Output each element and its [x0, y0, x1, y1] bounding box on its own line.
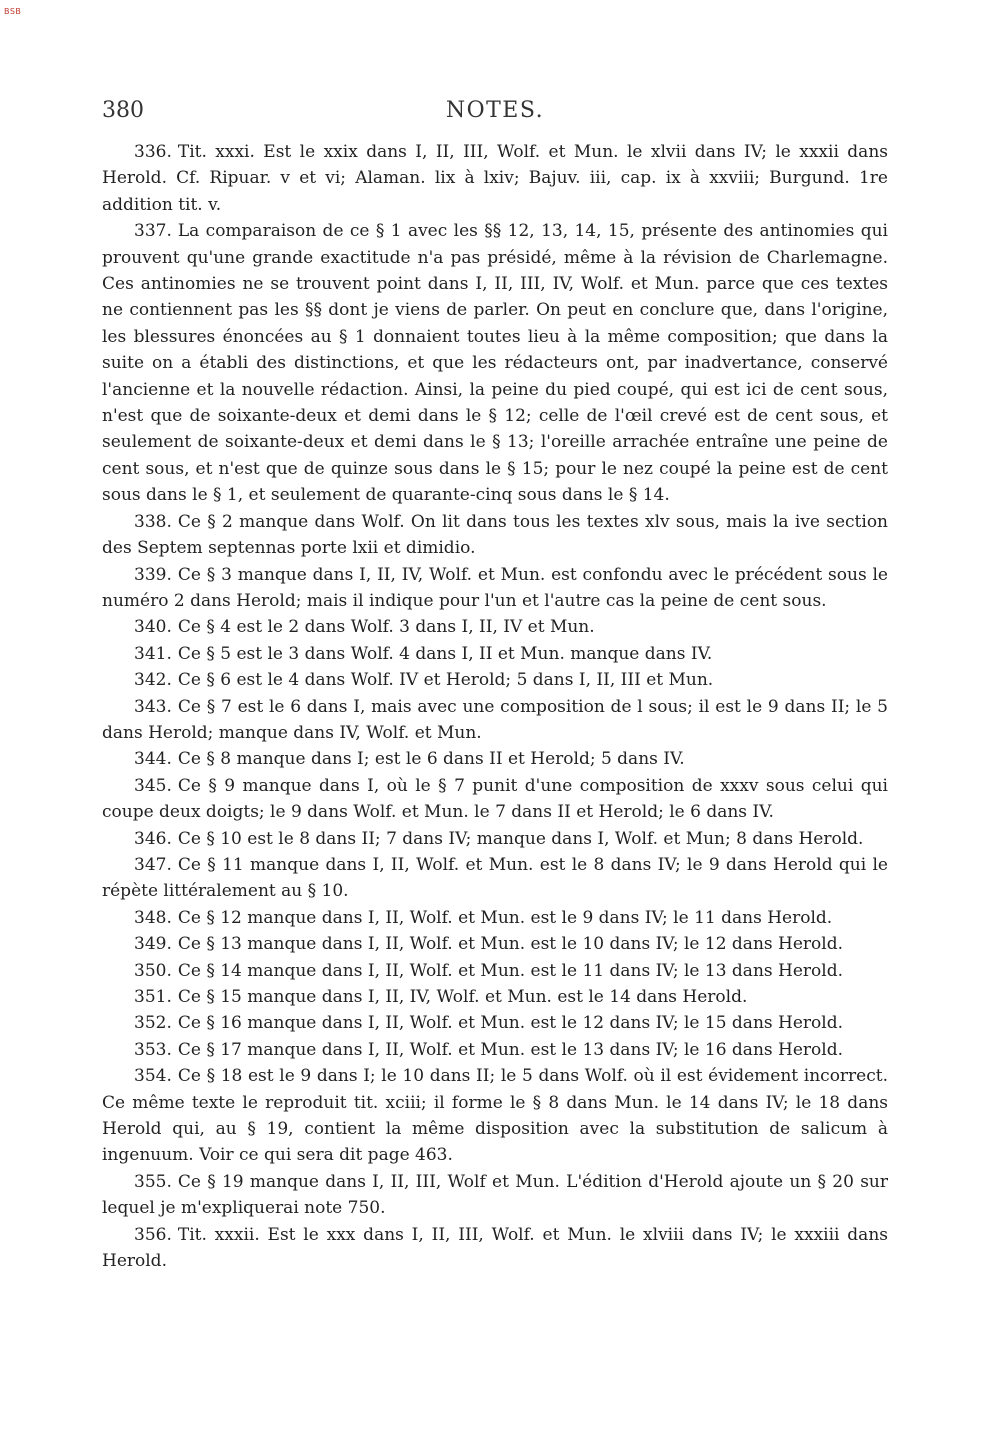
note-number: 351. [134, 987, 172, 1007]
note-paragraph [102, 984, 888, 1010]
note-number: 354. [134, 1066, 172, 1087]
note-text: Ce § 17 manque dans I, II, Wolf. et Mun. est le 13 dans IV; le 16 dans Herold. [177, 1039, 843, 1060]
note-number: 337. [134, 221, 172, 242]
note-paragraph [102, 905, 888, 931]
note-number: 338. [134, 511, 172, 532]
note-number: 345. [134, 775, 172, 796]
page-header [102, 98, 888, 128]
note-number: 346. [134, 828, 172, 849]
note-number: 341. [134, 643, 172, 664]
note-text: Ce § 11 manque dans I, II, Wolf. et Mun. est le 8 dans IV; le 9 dans Herold qui le répète littéralement au § 10. [102, 854, 888, 902]
running-title: NOTES. [445, 98, 545, 123]
note-paragraph [102, 218, 888, 508]
note-number: 336. [134, 142, 172, 162]
note-text: Ce § 18 est le 9 dans I; le 10 dans II; le 5 dans Wolf. où il est évidement incorrect. Ce même texte le reproduit tit. xciii; il forme le § 8 dans Mun. le 14 dans IV; le 18 dans Herold qui, au § 19, contient la même disposition avec la substitution de salicum à ingenuum. Voir ce qui sera dit page 463. [102, 1066, 888, 1166]
note-text: Ce § 7 est le 6 dans I, mais avec une composition de l sous; il est le 9 dans II; le 5 dans Herold; manque dans IV, Wolf. et Mun. [102, 696, 888, 743]
note-number: 340. [134, 617, 172, 638]
note-paragraph [102, 614, 888, 640]
note-text: Ce § 4 est le 2 dans Wolf. 3 dans I, II, IV et Mun. [177, 617, 595, 638]
note-number: 355. [134, 1171, 172, 1192]
note-text: Ce § 3 manque dans I, II, IV, Wolf. et Mun. est confondu avec le précédent sous le numéro 2 dans Herold; mais il indique pour l'un et l'autre cas la peine de cent sous. [102, 564, 888, 611]
note-text: Ce § 9 manque dans I, où le § 7 punit d'une composition de xxxv sous celui qui coupe deux doigts; le 9 dans Wolf. et Mun. le 7 dans II et Herold; le 6 dans IV. [102, 775, 888, 823]
note-paragraph [102, 1169, 888, 1222]
note-number: 343. [134, 696, 172, 717]
note-text: Ce § 6 est le 4 dans Wolf. IV et Herold; 5 dans I, II, III et Mun. [177, 670, 714, 691]
note-number: 344. [134, 749, 172, 770]
note-text: Ce § 2 manque dans Wolf. On lit dans tous les textes xlv sous, mais la ive section des Septem septennas porte lxii et dimidio. [102, 511, 888, 559]
note-paragraph [102, 1037, 888, 1063]
note-paragraph [102, 931, 888, 957]
note-number: 353. [134, 1039, 172, 1060]
note-text: Tit. xxxii. Est le xxx dans I, II, III, Wolf. et Mun. le xlviii dans IV; le xxxiii dans Herold. [102, 1224, 888, 1272]
note-paragraph [102, 641, 888, 667]
note-paragraph [102, 139, 888, 218]
note-number: 347. [134, 854, 172, 875]
library-stamp: BSB [4, 7, 22, 16]
note-paragraph [102, 1010, 888, 1036]
note-number: 356. [134, 1224, 172, 1245]
note-number: 339. [134, 564, 172, 585]
note-paragraph [102, 1063, 888, 1169]
note-paragraph [102, 958, 888, 984]
note-text: Tit. xxxi. Est le xxix dans I, II, III, Wolf. et Mun. le xlvii dans IV; le xxxii dans Herold. Cf. Ripuar. v et vi; Alaman. lix à lxiv; Bajuv. iii, cap. ix à xxviii; Burgund. 1re addition tit. v. [102, 142, 888, 215]
note-number: 342. [134, 670, 172, 691]
note-number: 352. [134, 1013, 172, 1034]
page-number: 380 [102, 98, 144, 123]
note-number: 350. [134, 960, 172, 981]
note-paragraph [102, 852, 888, 905]
note-text: Ce § 13 manque dans I, II, Wolf. et Mun. est le 10 dans IV; le 12 dans Herold. [177, 934, 843, 955]
note-text: Ce § 10 est le 8 dans II; 7 dans IV; manque dans I, Wolf. et Mun; 8 dans Herold. [177, 828, 864, 849]
note-number: 348. [134, 907, 172, 928]
note-paragraph [102, 509, 888, 562]
note-text: Ce § 5 est le 3 dans Wolf. 4 dans I, II et Mun. manque dans IV. [177, 643, 713, 664]
notes-list [102, 139, 888, 1274]
note-paragraph [102, 773, 888, 826]
note-text: Ce § 15 manque dans I, II, IV, Wolf. et Mun. est le 14 dans Herold. [177, 987, 748, 1007]
note-paragraph [102, 826, 888, 852]
note-paragraph [102, 1222, 888, 1275]
note-text: Ce § 16 manque dans I, II, Wolf. et Mun. est le 12 dans IV; le 15 dans Herold. [177, 1013, 843, 1034]
note-text: Ce § 8 manque dans I; est le 6 dans II et Herold; 5 dans IV. [177, 749, 685, 770]
note-text: Ce § 12 manque dans I, II, Wolf. et Mun. est le 9 dans IV; le 11 dans Herold. [177, 907, 833, 928]
note-paragraph [102, 694, 888, 747]
note-text: Ce § 14 manque dans I, II, Wolf. et Mun. est le 11 dans IV; le 13 dans Herold. [177, 960, 843, 981]
note-paragraph [102, 746, 888, 772]
note-text: Ce § 19 manque dans I, II, III, Wolf et Mun. L'édition d'Herold ajoute un § 20 sur lequel je m'expliquerai note 750. [102, 1171, 888, 1219]
note-paragraph [102, 562, 888, 615]
note-number: 349. [134, 934, 172, 955]
note-text: La comparaison de ce § 1 avec les §§ 12, 13, 14, 15, présente des antinomies qui prouvent qu'une grande exactitude n'a pas présidé, même à la révision de Charlemagne. Ces antinomies ne se trouvent point dans I, II, III, IV, Wolf. et Mun. parce que ces textes ne contiennent pas les §§ dont je viens de parler. On peut en conclure que, dans l'origine, les blessures énoncées au § 1 donnaient toutes lieu à la même composition; que dans la suite on a établi des distinctions, et que les rédacteurs ont, par inadvertance, conservé l'ancienne et la nouvelle rédaction. Ainsi, la peine du pied coupé, qui est ici de cent sous, n'est que de soixante-deux et demi dans le § 12; celle de l'œil crevé est de cent sous, et seulement de soixante-deux et demi dans le § 13; l'oreille arrachée entraîne une peine de cent sous, et n'est que de quinze sous dans le § 15; pour le nez coupé la peine est de cent sous dans le § 1, et seulement de quarante-cinq sous dans le § 14. [102, 221, 888, 506]
note-paragraph [102, 667, 888, 693]
